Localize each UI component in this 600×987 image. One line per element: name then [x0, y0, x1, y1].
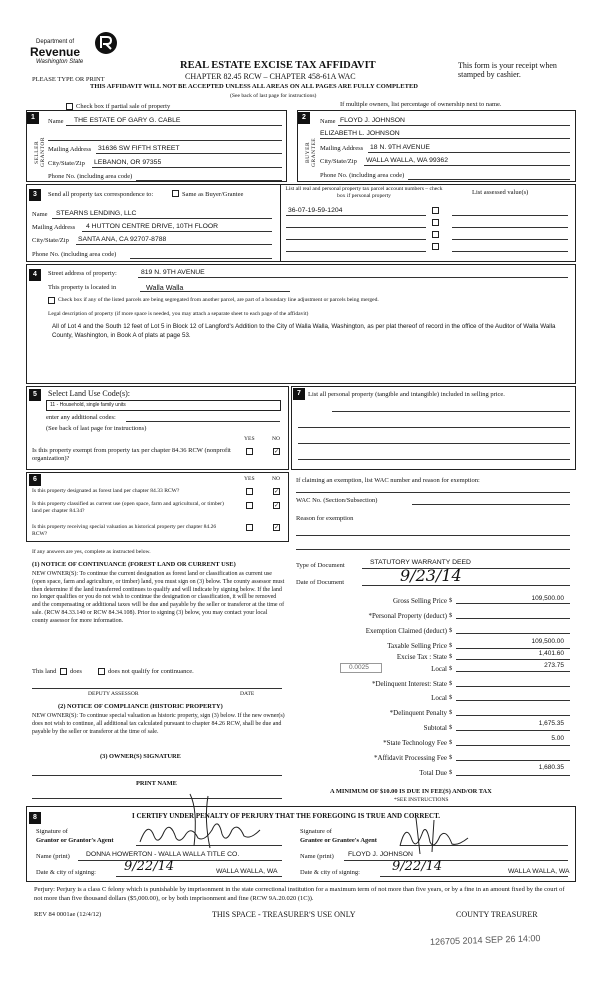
exemption-deduct-label: Exemption Claimed (deduct): [365, 627, 447, 635]
continuance-title: (1) NOTICE OF CONTINUANCE (FOREST LAND OR CURRENT USE): [32, 561, 236, 568]
parcel-4-checkbox[interactable]: [432, 243, 439, 250]
land-use-yes: YES: [244, 436, 255, 442]
delinquent-state-label: *Delinquent Interest: State: [371, 680, 447, 688]
buyer-mailing-label: Mailing Address: [320, 145, 364, 152]
taxable-currency: $: [449, 642, 453, 649]
seller-phone-line: [136, 171, 282, 181]
s6-q2-no-checkbox[interactable]: ✓: [274, 502, 280, 509]
legal-label: Legal description of property (if more space is needed, you may attach a separate sheet to each page of the affidavit): [48, 311, 309, 317]
receipt-note: This form is your receipt when stamped by cashier.: [458, 61, 557, 79]
s6-q3-yes-checkbox[interactable]: [246, 524, 253, 531]
grantor-sig-label: Signature of: [36, 828, 68, 835]
segregated-checkbox[interactable]: [48, 297, 55, 304]
exempt-no-checkbox[interactable]: ✓: [274, 448, 280, 455]
reason-line-1: [296, 526, 570, 536]
doc-type-label: Type of Document: [296, 562, 345, 569]
does-not-label: does not qualify for continuance.: [108, 668, 194, 675]
seller-mailing[interactable]: 31636 SW FIFTH STREET: [98, 145, 180, 152]
total-currency: $: [449, 769, 453, 776]
seller-name-line2: [48, 131, 282, 141]
s6-q1-yes-checkbox[interactable]: [246, 488, 253, 495]
additional-codes-label: enter any additional codes:: [46, 414, 116, 421]
section-1-number: 1: [27, 112, 39, 124]
seller-city[interactable]: LEBANON, OR 97355: [94, 159, 162, 166]
corr-phone-line: [130, 249, 272, 259]
total-due-value[interactable]: 1,680.35: [538, 764, 564, 771]
buyer-phone-label: Phone No. (including area code): [320, 172, 405, 179]
section-2-number: 2: [298, 112, 310, 124]
corr-city[interactable]: SANTA ANA, CA 92707-8788: [78, 236, 167, 243]
deputy-label: DEPUTY ASSESSOR: [88, 691, 139, 697]
corr-mailing-label: Mailing Address: [32, 224, 76, 231]
subtotal-currency: $: [449, 724, 453, 731]
deputy-line: [32, 688, 282, 689]
grantor-signature[interactable]: [120, 790, 290, 850]
minimum-note: A MINIMUM OF $10.00 IS DUE IN FEE(S) AND/OR TAX: [330, 788, 492, 795]
tech-fee-value[interactable]: 5.00: [551, 735, 564, 742]
buyer-mailing[interactable]: 18 N. 9TH AVENUE: [370, 144, 430, 151]
s6-q1-no-checkbox[interactable]: ✓: [274, 488, 280, 495]
grantor-date-label: Date & city of signing:: [36, 869, 96, 876]
delinquent-state-line: [456, 678, 570, 687]
reason-label: Reason for exemption: [296, 515, 354, 522]
processing-currency: $: [449, 754, 453, 761]
located-label: This property is located in: [48, 284, 117, 291]
warning: THIS AFFIDAVIT WILL NOT BE ACCEPTED UNLESS ALL AREAS ON ALL PAGES ARE FULLY COMPLETED: [90, 83, 418, 90]
land-use-label: Select Land Use Code(s):: [48, 389, 130, 398]
delinq-local-currency: $: [449, 694, 453, 701]
corr-name[interactable]: STEARNS LENDING, LLC: [56, 210, 137, 217]
personal-property-label: List all personal property (tangible and intangible) included in selling price.: [308, 391, 505, 398]
corr-city-label: City/State/Zip: [32, 237, 69, 244]
buyer-city[interactable]: WALLA WALLA, WA 99362: [366, 157, 448, 164]
taxable-value[interactable]: 109,500.00: [531, 638, 564, 645]
seller-city-label: City/State/Zip: [48, 160, 85, 167]
doc-date[interactable]: 9/23/14: [400, 566, 462, 585]
parcel-line-4: [286, 242, 426, 252]
wac-line: [412, 495, 570, 505]
dept-line2: Revenue: [30, 45, 81, 59]
form-title: REAL ESTATE EXCISE TAX AFFIDAVIT: [180, 60, 376, 71]
certify-statement: I CERTIFY UNDER PENALTY OF PERJURY THAT THE FOREGOING IS TRUE AND CORRECT.: [132, 812, 441, 820]
grantee-sig-label: Signature of: [300, 828, 332, 835]
partial-sale-label: Check box if partial sale of property: [76, 103, 171, 110]
dept-line1: Department of: [36, 39, 75, 45]
land-use-code: 11 - Household, single family units: [50, 402, 126, 408]
parcel-1[interactable]: 36-07-19-59-1204: [288, 207, 343, 214]
seller-side-label: SELLER GRANTOR: [34, 137, 46, 167]
s6-q3-no-checkbox[interactable]: ✓: [274, 524, 280, 531]
s6-q1: Is this property designated as forest land per chapter 84.33 RCW?: [32, 488, 180, 494]
dor-logo: [30, 30, 120, 70]
section-4-number: 4: [29, 269, 41, 281]
grantee-date[interactable]: 9/22/14: [392, 859, 443, 874]
personal-line-1: [332, 402, 570, 412]
partial-sale-checkbox[interactable]: [66, 103, 73, 110]
tech-fee-currency: $: [449, 739, 453, 746]
exempt-yes-checkbox[interactable]: [246, 448, 253, 455]
dept-line3: Washington State: [36, 59, 84, 65]
treasurer-space: THIS SPACE - TREASURER'S USE ONLY: [212, 910, 356, 919]
corr-phone-label: Phone No. (including area code): [32, 251, 117, 258]
perjury-text: Perjury: Perjury is a class C felony which is punishable by imprisonment in the state correctional institution for a maximum term of not more than five years, or by a fine in an amount fixed by the court of not more than five thousand dollars ($5,000.00), or by both imprisonment and fine (RCW 9A.20.020 (1C)).: [34, 886, 565, 902]
local-currency: $: [449, 665, 453, 672]
subtotal-value[interactable]: 1,675.35: [538, 720, 564, 727]
doc-type[interactable]: STATUTORY WARRANTY DEED: [370, 559, 471, 566]
grantor-date[interactable]: 9/22/14: [124, 859, 175, 874]
doc-date-label: Date of Document: [296, 579, 345, 586]
grantor-city[interactable]: WALLA WALLA, WA: [216, 868, 278, 875]
parcel-3-checkbox[interactable]: [432, 231, 439, 238]
compliance-title: (2) NOTICE OF COMPLIANCE (HISTORIC PROPERTY): [58, 703, 223, 710]
same-as-buyer-checkbox[interactable]: [172, 190, 179, 197]
buyer-name-label: Name: [320, 118, 336, 125]
county-treasurer: COUNTY TREASURER: [456, 910, 538, 919]
this-land-label: This land: [32, 668, 57, 675]
s6-q2: Is this property classified as current use (open space, farm and agricultural, or timber) land per chapter 84.34?: [32, 501, 224, 514]
parcel-line-3: [286, 230, 426, 240]
corr-mailing[interactable]: 4 HUTTON CENTRE DRIVE, 10TH FLOOR: [86, 223, 219, 230]
owner-sig-label: (3) OWNER(S) SIGNATURE: [100, 753, 181, 760]
doc-date-line: [362, 576, 570, 586]
personal-line-4: [298, 450, 570, 460]
personal-deduct-label: *Personal Property (deduct): [368, 612, 447, 620]
state-tax-label: Excise Tax : State: [396, 653, 447, 661]
section-5-number: 5: [29, 389, 41, 401]
please-type: PLEASE TYPE OR PRINT: [32, 76, 105, 83]
property-located[interactable]: Walla Walla: [146, 283, 184, 292]
gross-currency: $: [449, 597, 453, 604]
grantee-city[interactable]: WALLA WALLA, WA: [508, 868, 570, 875]
subtotal-label: Subtotal: [423, 724, 447, 732]
buyer-name2[interactable]: ELIZABETH L. JOHNSON: [320, 130, 400, 137]
parcel-header: List all real and personal property tax parcel account numbers – check box if personal property: [285, 186, 443, 199]
property-street[interactable]: 819 N. 9TH AVENUE: [141, 269, 205, 276]
grantee-name-label: Name (print): [300, 853, 334, 860]
personal-currency: $: [449, 612, 453, 619]
same-as-buyer-label: Same as Buyer/Grantee: [182, 191, 244, 198]
state-tax-value[interactable]: 1,401.60: [538, 650, 564, 657]
personal-line-2: [298, 418, 570, 428]
delinquent-local-label: Local: [431, 694, 447, 702]
send-to-label: Send all property tax correspondence to:: [48, 191, 154, 198]
s6-yes: YES: [244, 476, 255, 482]
wac-label: WAC No. (Section/Subsection): [296, 497, 378, 504]
processing-fee-label: *Affidavit Processing Fee: [374, 754, 447, 762]
section-8-number: 8: [29, 812, 41, 824]
taxable-label: Taxable Selling Price: [387, 642, 447, 650]
total-due-label: Total Due: [419, 769, 447, 777]
does-label: does: [70, 668, 82, 675]
does-not-checkbox[interactable]: [98, 668, 105, 675]
processing-fee-line: [456, 752, 570, 761]
local-rate: 0.0025: [349, 664, 369, 671]
section-3-number: 3: [29, 189, 41, 201]
local-tax-label: Local: [431, 665, 447, 673]
delinquent-local-line: [456, 692, 570, 701]
form-chapter: CHAPTER 82.45 RCW – CHAPTER 458-61A WAC: [185, 72, 356, 81]
grantor-sig-label2: Grantor or Grantor's Agent: [36, 837, 114, 844]
buyer-side-label: BUYER GRANTEE: [305, 137, 317, 167]
corr-divider: [280, 184, 281, 262]
delinq-state-currency: $: [449, 680, 453, 687]
personal-deduct-line: [456, 610, 570, 619]
reason-line-2: [296, 540, 570, 550]
print-name-label: PRINT NAME: [136, 780, 177, 787]
parcel-1-checkbox[interactable]: [432, 207, 439, 214]
seller-mailing-label: Mailing Address: [48, 146, 92, 153]
grantor-name[interactable]: DONNA HOWERTON - WALLA WALLA TITLE CO.: [86, 851, 240, 858]
treasurer-stamp: 126705 2014 SEP 26 14:00: [429, 933, 541, 947]
penalty-line: [456, 707, 570, 716]
assessed-line-1: [452, 206, 568, 216]
multiple-owners-note: If multiple owners, list percentage of ownership next to name.: [340, 101, 502, 108]
s6-q2-yes-checkbox[interactable]: [246, 502, 253, 509]
grantee-name[interactable]: FLOYD J. JOHNSON: [348, 851, 413, 858]
see-back: (See back of last page for instructions): [230, 93, 317, 99]
grantee-sig-label2: Grantee or Grantee's Agent: [300, 837, 377, 844]
penalty-label: *Delinquent Penalty: [389, 709, 447, 717]
form-number: REV 84 0001ae (12/4/12): [34, 911, 102, 918]
dor-logo-mark-icon: [94, 30, 118, 56]
penalty-currency: $: [449, 709, 453, 716]
assessed-header: List assessed value(s): [472, 189, 529, 196]
street-label: Street address of property:: [48, 270, 117, 277]
owner-sig-line: [32, 775, 282, 776]
section-6-number: 6: [29, 474, 41, 486]
buyer-city-label: City/State/Zip: [320, 158, 357, 165]
grantee-date-label: Date & city of signing:: [300, 869, 360, 876]
grantor-name-label: Name (print): [36, 853, 70, 860]
buyer-name[interactable]: FLOYD J. JOHNSON: [340, 117, 405, 124]
exemption-deduct-line: [456, 625, 570, 634]
local-tax-value[interactable]: 273.75: [544, 662, 564, 669]
personal-line-3: [298, 434, 570, 444]
if-yes-note: If any answers are yes, complete as instructed below.: [32, 549, 151, 555]
date-label: DATE: [240, 691, 255, 697]
seller-name-label: Name: [48, 118, 64, 125]
section-7-number: 7: [293, 388, 305, 400]
gross-value[interactable]: 109,500.00: [531, 595, 564, 602]
buyer-phone-line: [408, 170, 570, 180]
exemption-label: If claiming an exemption, list WAC number and reason for exemption:: [296, 477, 480, 484]
tech-fee-label: *State Technology Fee: [383, 739, 447, 747]
seller-phone-label: Phone No. (including area code): [48, 173, 133, 180]
s6-q3: Is this property receiving special valuation as historical property per chapter 84.26 RCW?: [32, 524, 217, 537]
compliance-text: NEW OWNER(S): To continue special valuation as historic property, sign (3) below. If the new owner(s) does not wish to continue, all additional tax calculated pursuant to chapter 84.26 RCW, shall be due and payable by the seller or transferor at the time of sale.: [32, 713, 285, 735]
assessed-line-3: [452, 230, 568, 240]
legal-description[interactable]: All of Lot 4 and the South 12 feet of Lot 5 in Block 12 of Langford's Addition to the City of Walla Walla, Washington, as per plat thereof of record in the office of the Auditor of Walla Walla County, Washington, in Book A of plats at page 53.: [52, 323, 556, 339]
assessed-line-2: [452, 218, 568, 228]
segregated-label: Check box if any of the listed parcels are being segregated from another parcel, are part of a boundary line adjustment or parcels being merged.: [58, 297, 379, 303]
parcel-2-checkbox[interactable]: [432, 219, 439, 226]
exempt-question: Is this property exempt from property tax per chapter 84.36 RCW (nonprofit organization)?: [32, 447, 231, 462]
assessed-line-4: [452, 242, 568, 252]
continuance-text: NEW OWNER(S): To continue the current designation as forest land or classification as current use (open space, farm and agriculture, or timber) land, you must sign on (3) below. The county assessor must then determine if the land transferred continues to qualify and will indicate by signing below. If the land no longer qualifies or you do not wish to continue the designation or classification, it will be removed and the compensating or additional taxes will be due and payable by the seller or transferor at the time of sale. (RCW 84.33.140 or RCW 84.34.108). Prior to signing (3) below, you may contact your local county assessor for more information.: [32, 571, 285, 624]
parcel-line-2: [286, 218, 426, 228]
grantee-signature[interactable]: [390, 816, 480, 856]
land-use-no: NO: [272, 436, 281, 442]
gross-label: Gross Selling Price: [392, 597, 447, 605]
additional-codes-line: [126, 412, 280, 422]
see-instructions: *SEE INSTRUCTIONS: [394, 797, 449, 803]
exemption-line: [296, 483, 570, 493]
exemption-currency: $: [449, 627, 453, 634]
land-use-see-back: (See back of last page for instructions): [46, 425, 147, 432]
seller-name[interactable]: THE ESTATE OF GARY G. CABLE: [74, 117, 181, 124]
corr-name-label: Name: [32, 211, 48, 218]
state-currency: $: [449, 653, 453, 660]
does-checkbox[interactable]: [60, 668, 67, 675]
s6-no: NO: [272, 476, 281, 482]
